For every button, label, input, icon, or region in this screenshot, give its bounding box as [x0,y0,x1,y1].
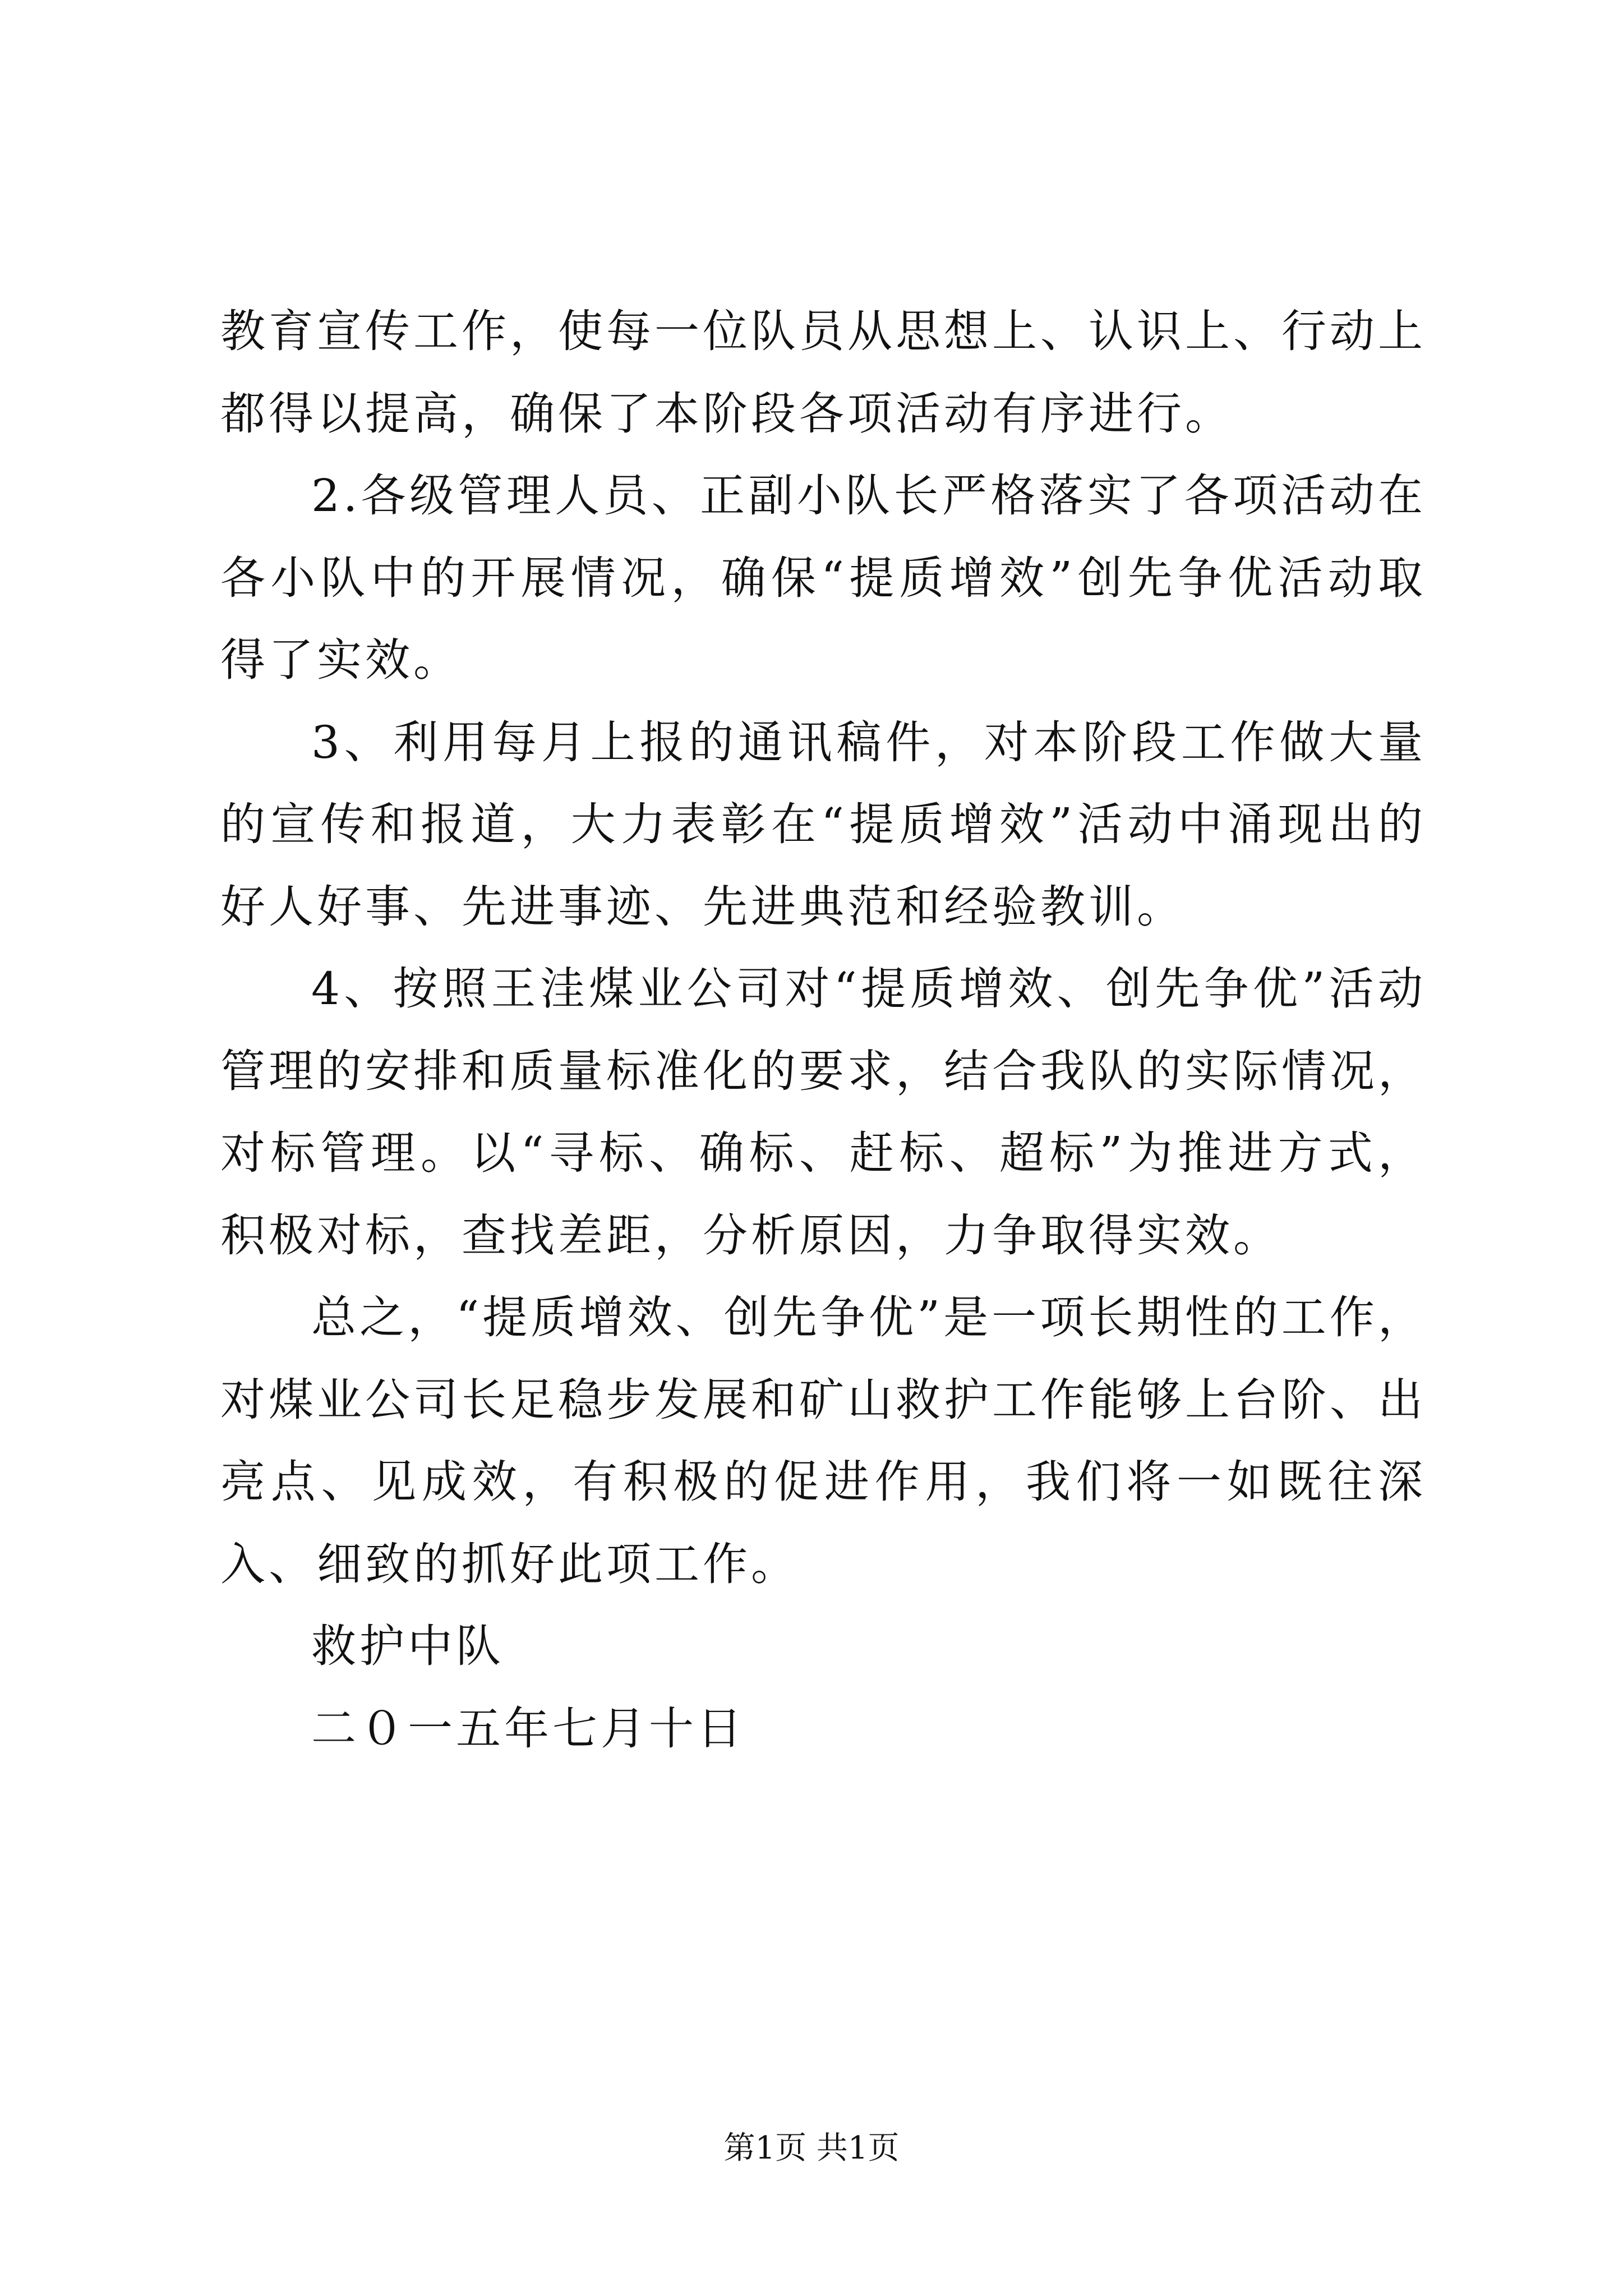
signature-org: 救护中队 [311,1620,504,1672]
page-number-footer: 第1页 共1页 [723,2130,900,2166]
signature-date: 二０一五年七月十日 [311,1702,745,1755]
paragraph-continuation: 教育宣传工作，使每一位队员从思想上、认识上、行动上都得以提高，确保了本阶段各项活动有序进行。 [220,305,1426,440]
paragraph-item-4: 4、按照王洼煤业公司对“提质增效、创先争优”活动管理的安排和质量标准化的要求，结合我队的实际情况，对标管理。以“寻标、确标、赶标、超标”为推进方式，积极对标，查找差距，分析原因，力争取得实效。 [220,963,1426,1262]
paragraph-item-2: 2.各级管理人员、正副小队长严格落实了各项活动在各小队中的开展情况，确保“提质增效”创先争优活动取得了实效。 [220,470,1426,686]
paragraph-item-3: 3、利用每月上报的通讯稿件，对本阶段工作做大量的宣传和报道，大力表彰在“提质增效”活动中涌现出的好人好事、先进事迹、先进典范和经验教训。 [220,716,1426,933]
paragraph-summary: 总之，“提质增效、创先争优”是一项长期性的工作，对煤业公司长足稳步发展和矿山救护工作能够上台阶、出亮点、见成效，有积极的促进作用，我们将一如既往深入、细致的抓好此项工作。 [220,1291,1426,1590]
document-body [220,291,1426,1770]
